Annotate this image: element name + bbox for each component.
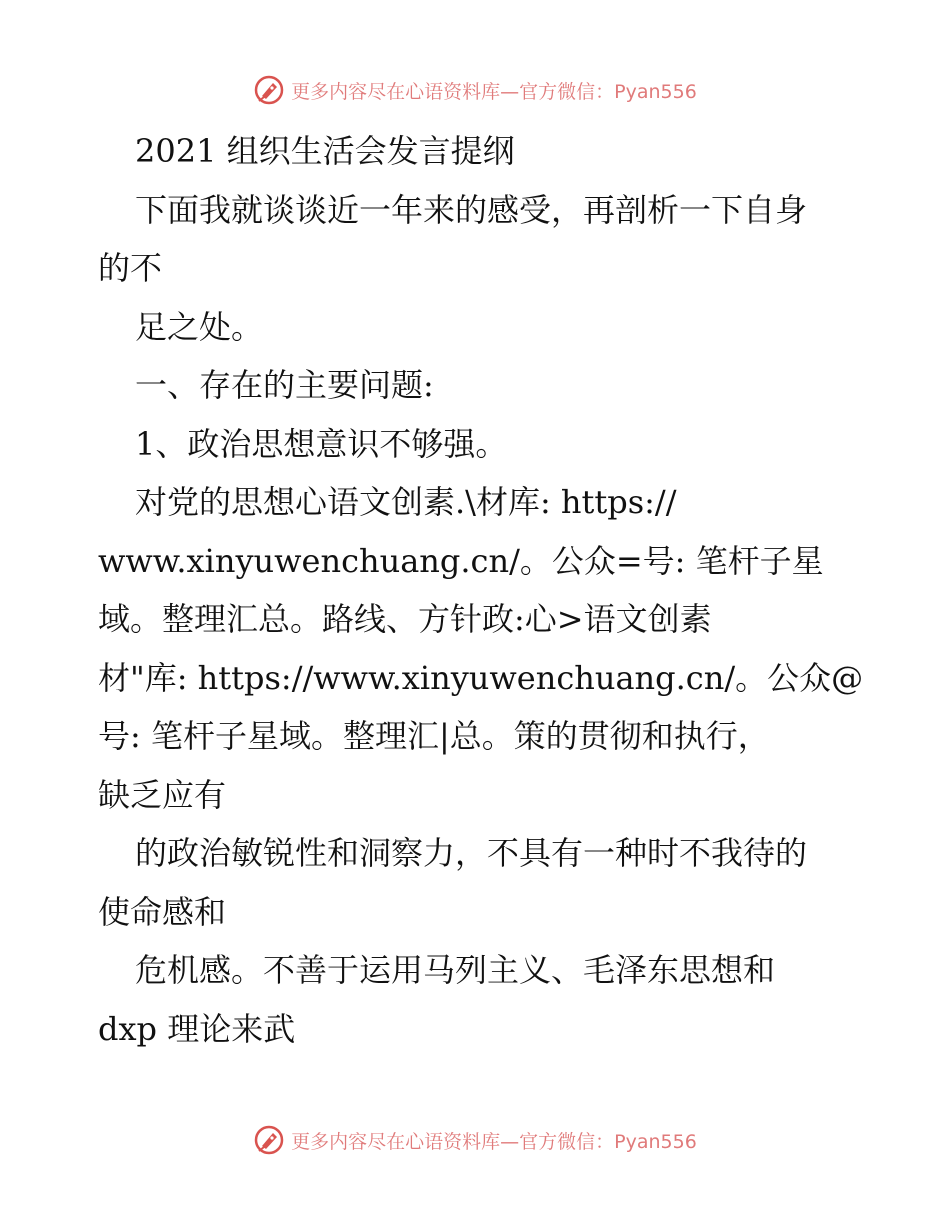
document-body (98, 122, 864, 1058)
pen-nib-logo-icon (253, 74, 285, 106)
doc-line: 材"库: https://www.xinyuwenchuang.cn/。公众@ (98, 658, 864, 697)
doc-line: 对党的思想心语文创素.\材库: https:// (135, 483, 677, 521)
doc-line: 危机感。不善于运用马列主义、毛泽东思想和 (135, 951, 776, 989)
header-watermark-text: 更多内容尽在心语资料库—官方微信：Pyan556 (291, 80, 697, 103)
pen-nib-logo-icon (253, 1124, 285, 1156)
footer-watermark-banner (0, 1120, 950, 1160)
doc-line: 的政治敏锐性和洞察力，不具有一种时不我待的 (135, 834, 808, 872)
doc-line: 的不 (98, 249, 163, 287)
doc-line: 一、存在的主要问题: (135, 366, 434, 404)
footer-watermark-text: 更多内容尽在心语资料库—官方微信：Pyan556 (291, 1130, 697, 1153)
doc-line: 下面我就谈谈近一年来的感受，再剖析一下自身 (135, 190, 808, 229)
doc-line: 号: 笔杆子星域。整理汇|总。策的贯彻和执行， (98, 717, 770, 755)
doc-line: 使命感和 (98, 892, 227, 931)
header-watermark-banner (0, 70, 950, 110)
doc-line: 缺乏应有 (98, 775, 227, 814)
doc-line: 域。整理汇总。路线、方针政:心>语文创素 (98, 600, 712, 638)
doc-line: www.xinyuwenchuang.cn/。公众=号: 笔杆子星 (98, 541, 824, 580)
doc-line: 足之处。 (135, 307, 264, 346)
doc-line: 2021 组织生活会发言提纲 (135, 132, 515, 170)
doc-line: 1、政治思想意识不够强。 (135, 424, 508, 463)
doc-line: dxp 理论来武 (98, 1009, 296, 1048)
